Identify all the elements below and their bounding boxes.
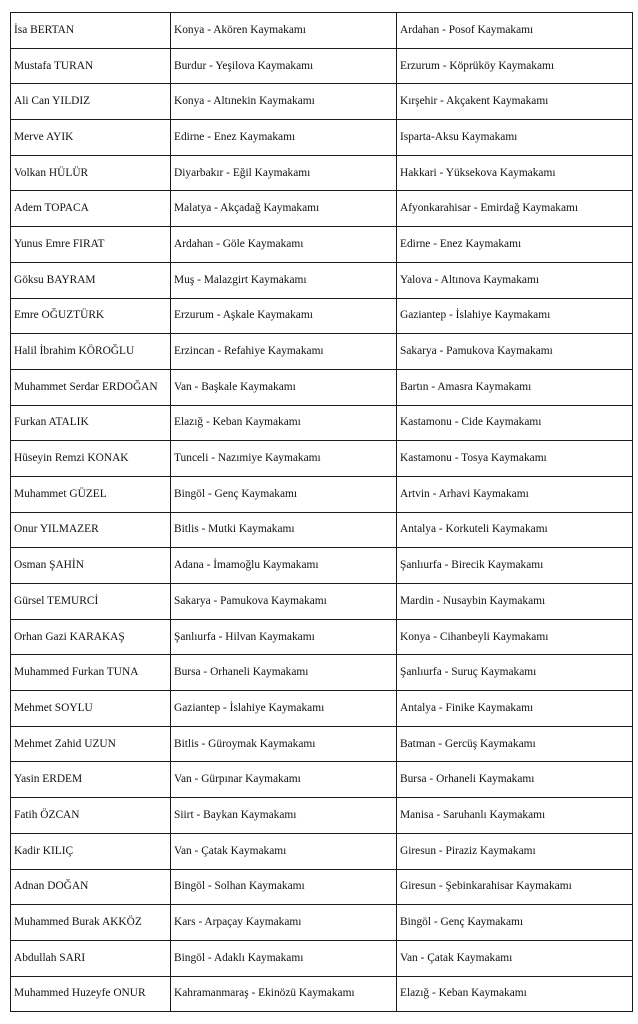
new-post-cell: Isparta-Aksu Kaymakamı (397, 120, 633, 156)
new-post-cell: Konya - Cihanbeyli Kaymakamı (397, 619, 633, 655)
official-name-cell: Osman ŞAHİN (11, 548, 171, 584)
current-post-cell: Ardahan - Göle Kaymakamı (171, 227, 397, 263)
official-name-cell: Gürsel TEMURCİ (11, 584, 171, 620)
table-row (11, 905, 633, 941)
current-post-cell: Gaziantep - İslahiye Kaymakamı (171, 691, 397, 727)
new-post-cell: Antalya - Korkuteli Kaymakamı (397, 512, 633, 548)
table-row (11, 691, 633, 727)
current-post-cell: Konya - Altınekin Kaymakamı (171, 84, 397, 120)
new-post-cell: Gaziantep - İslahiye Kaymakamı (397, 298, 633, 334)
new-post-cell: Manisa - Saruhanlı Kaymakamı (397, 798, 633, 834)
new-post-cell: Van - Çatak Kaymakamı (397, 940, 633, 976)
current-post-cell: Elazığ - Keban Kaymakamı (171, 405, 397, 441)
current-post-cell: Şanlıurfa - Hilvan Kaymakamı (171, 619, 397, 655)
current-post-cell: Bitlis - Güroymak Kaymakamı (171, 726, 397, 762)
official-name-cell: Muhammed Furkan TUNA (11, 655, 171, 691)
current-post-cell: Siirt - Baykan Kaymakamı (171, 798, 397, 834)
current-post-cell: Kahramanmaraş - Ekinözü Kaymakamı (171, 976, 397, 1012)
table-row (11, 940, 633, 976)
table-row (11, 334, 633, 370)
current-post-cell: Adana - İmamoğlu Kaymakamı (171, 548, 397, 584)
official-name-cell: Mehmet Zahid UZUN (11, 726, 171, 762)
appointment-table-container (10, 12, 632, 1012)
official-name-cell: Ali Can YILDIZ (11, 84, 171, 120)
official-name-cell: Göksu BAYRAM (11, 262, 171, 298)
table-row (11, 298, 633, 334)
official-name-cell: Volkan HÜLÜR (11, 155, 171, 191)
table-row (11, 84, 633, 120)
new-post-cell: Şanlıurfa - Birecik Kaymakamı (397, 548, 633, 584)
table-row (11, 869, 633, 905)
table-row (11, 155, 633, 191)
current-post-cell: Erzurum - Aşkale Kaymakamı (171, 298, 397, 334)
official-name-cell: Emre OĞUZTÜRK (11, 298, 171, 334)
current-post-cell: Bingöl - Solhan Kaymakamı (171, 869, 397, 905)
new-post-cell: Kırşehir - Akçakent Kaymakamı (397, 84, 633, 120)
new-post-cell: Antalya - Finike Kaymakamı (397, 691, 633, 727)
new-post-cell: Artvin - Arhavi Kaymakamı (397, 476, 633, 512)
new-post-cell: Edirne - Enez Kaymakamı (397, 227, 633, 263)
official-name-cell: Mustafa TURAN (11, 48, 171, 84)
table-row (11, 369, 633, 405)
current-post-cell: Diyarbakır - Eğil Kaymakamı (171, 155, 397, 191)
new-post-cell: Giresun - Piraziz Kaymakamı (397, 833, 633, 869)
new-post-cell: Afyonkarahisar - Emirdağ Kaymakamı (397, 191, 633, 227)
new-post-cell: Elazığ - Keban Kaymakamı (397, 976, 633, 1012)
table-row (11, 13, 633, 49)
official-name-cell: Kadir KILIÇ (11, 833, 171, 869)
table-row (11, 405, 633, 441)
new-post-cell: Bursa - Orhaneli Kaymakamı (397, 762, 633, 798)
current-post-cell: Erzincan - Refahiye Kaymakamı (171, 334, 397, 370)
official-name-cell: Abdullah SARI (11, 940, 171, 976)
table-row (11, 227, 633, 263)
new-post-cell: Batman - Gercüş Kaymakamı (397, 726, 633, 762)
table-row (11, 655, 633, 691)
table-row (11, 191, 633, 227)
current-post-cell: Van - Gürpınar Kaymakamı (171, 762, 397, 798)
current-post-cell: Muş - Malazgirt Kaymakamı (171, 262, 397, 298)
current-post-cell: Edirne - Enez Kaymakamı (171, 120, 397, 156)
new-post-cell: Mardin - Nusaybin Kaymakamı (397, 584, 633, 620)
current-post-cell: Malatya - Akçadağ Kaymakamı (171, 191, 397, 227)
table-row (11, 619, 633, 655)
official-name-cell: Adem TOPACA (11, 191, 171, 227)
current-post-cell: Burdur - Yeşilova Kaymakamı (171, 48, 397, 84)
new-post-cell: Kastamonu - Tosya Kaymakamı (397, 441, 633, 477)
new-post-cell: Ardahan - Posof Kaymakamı (397, 13, 633, 49)
new-post-cell: Erzurum - Köprüköy Kaymakamı (397, 48, 633, 84)
current-post-cell: Bursa - Orhaneli Kaymakamı (171, 655, 397, 691)
table-row (11, 548, 633, 584)
new-post-cell: Hakkari - Yüksekova Kaymakamı (397, 155, 633, 191)
table-row (11, 726, 633, 762)
official-name-cell: Merve AYIK (11, 120, 171, 156)
official-name-cell: Muhammet GÜZEL (11, 476, 171, 512)
current-post-cell: Bingöl - Adaklı Kaymakamı (171, 940, 397, 976)
current-post-cell: Sakarya - Pamukova Kaymakamı (171, 584, 397, 620)
table-row (11, 762, 633, 798)
official-name-cell: Onur YILMAZER (11, 512, 171, 548)
table-row (11, 584, 633, 620)
official-name-cell: İsa BERTAN (11, 13, 171, 49)
new-post-cell: Giresun - Şebinkarahisar Kaymakamı (397, 869, 633, 905)
official-name-cell: Halil İbrahim KÖROĞLU (11, 334, 171, 370)
official-name-cell: Adnan DOĞAN (11, 869, 171, 905)
new-post-cell: Sakarya - Pamukova Kaymakamı (397, 334, 633, 370)
appointment-table (10, 12, 633, 1012)
table-row (11, 262, 633, 298)
current-post-cell: Konya - Akören Kaymakamı (171, 13, 397, 49)
official-name-cell: Fatih ÖZCAN (11, 798, 171, 834)
official-name-cell: Hüseyin Remzi KONAK (11, 441, 171, 477)
new-post-cell: Bartın - Amasra Kaymakamı (397, 369, 633, 405)
table-row (11, 48, 633, 84)
current-post-cell: Kars - Arpaçay Kaymakamı (171, 905, 397, 941)
appointment-table-body (11, 13, 633, 1012)
current-post-cell: Van - Çatak Kaymakamı (171, 833, 397, 869)
new-post-cell: Yalova - Altınova Kaymakamı (397, 262, 633, 298)
new-post-cell: Bingöl - Genç Kaymakamı (397, 905, 633, 941)
table-row (11, 798, 633, 834)
current-post-cell: Van - Başkale Kaymakamı (171, 369, 397, 405)
official-name-cell: Orhan Gazi KARAKAŞ (11, 619, 171, 655)
new-post-cell: Kastamonu - Cide Kaymakamı (397, 405, 633, 441)
table-row (11, 976, 633, 1012)
official-name-cell: Muhammet Serdar ERDOĞAN (11, 369, 171, 405)
official-name-cell: Mehmet SOYLU (11, 691, 171, 727)
official-name-cell: Furkan ATALIK (11, 405, 171, 441)
new-post-cell: Şanlıurfa - Suruç Kaymakamı (397, 655, 633, 691)
table-row (11, 120, 633, 156)
table-row (11, 441, 633, 477)
official-name-cell: Yasin ERDEM (11, 762, 171, 798)
official-name-cell: Yunus Emre FIRAT (11, 227, 171, 263)
table-row (11, 512, 633, 548)
official-name-cell: Muhammed Huzeyfe ONUR (11, 976, 171, 1012)
official-name-cell: Muhammed Burak AKKÖZ (11, 905, 171, 941)
current-post-cell: Tunceli - Nazımiye Kaymakamı (171, 441, 397, 477)
current-post-cell: Bitlis - Mutki Kaymakamı (171, 512, 397, 548)
current-post-cell: Bingöl - Genç Kaymakamı (171, 476, 397, 512)
table-row (11, 476, 633, 512)
table-row (11, 833, 633, 869)
